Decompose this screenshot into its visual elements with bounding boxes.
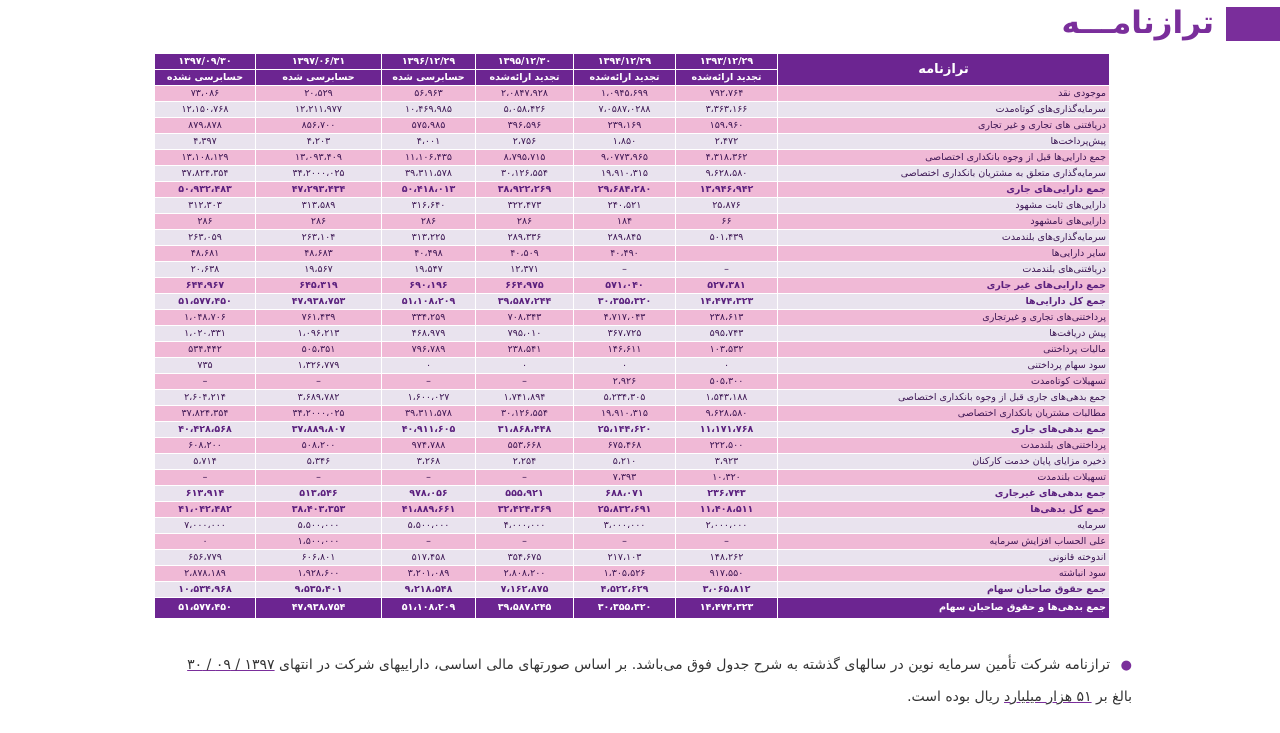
row-value: ۲۳۶،۷۴۳ [676, 486, 778, 502]
row-value: ۲۳۸،۶۱۳ [676, 310, 778, 326]
row-value: ۳،۹۲۳ [676, 454, 778, 470]
status-header: حسابرسی نشده [155, 70, 256, 86]
row-value: ۱۴،۴۷۴،۳۲۳ [676, 294, 778, 310]
row-value: ۳۰،۱۲۶،۵۵۴ [476, 166, 574, 182]
date-header: ۱۳۹۳/۱۲/۲۹ [676, 54, 778, 70]
row-value: ۵،۰۵۸،۴۲۶ [476, 102, 574, 118]
row-value: ۴۰،۴۹۸ [382, 246, 476, 262]
row-value: ۶۶۴،۹۷۵ [476, 278, 574, 294]
date-header: ۱۳۹۴/۱۲/۲۹ [574, 54, 676, 70]
row-value: ۷،۱۶۲،۸۷۵ [476, 582, 574, 598]
row-label: سود سهام پرداختنی [778, 358, 1110, 374]
row-value: – [676, 534, 778, 550]
row-value: ۴،۰۰۰،۰۰۰ [476, 518, 574, 534]
row-value: ۵،۳۴۶ [256, 454, 382, 470]
row-value: ۴۸،۶۸۱ [155, 246, 256, 262]
row-value: ۴،۳۹۷ [155, 134, 256, 150]
row-value: ۰ [155, 534, 256, 550]
row-value: ۲،۲۵۴ [476, 454, 574, 470]
row-value: ۴۰،۹۱۱،۶۰۵ [382, 422, 476, 438]
row-value: ۷،۰۵۸۷،۰۲۸۸ [574, 102, 676, 118]
row-value: ۱،۵۴۳،۱۸۸ [676, 390, 778, 406]
row-value: ۴۷،۲۹۳،۴۳۴ [256, 182, 382, 198]
row-label: پیش دریافت‌ها [778, 326, 1110, 342]
status-header: تجدید ارائەشده [476, 70, 574, 86]
row-value: ۶۴۴،۹۶۷ [155, 278, 256, 294]
date-header: ۱۳۹۷/۰۶/۳۱ [256, 54, 382, 70]
note-date: ۱۳۹۷ / ۰۹ / ۳۰ [187, 657, 275, 673]
row-label: ذخیره مزایای پایان خدمت کارکنان [778, 454, 1110, 470]
row-value: ۶۸۸،۰۷۱ [574, 486, 676, 502]
row-value: ۹،۲۱۸،۵۴۸ [382, 582, 476, 598]
row-value: ۳۹۶،۵۹۶ [476, 118, 574, 134]
row-value: – [476, 374, 574, 390]
row-value: ۵۰۵،۳۰۰ [676, 374, 778, 390]
row-value: ۹۱۷،۵۵۰ [676, 566, 778, 582]
row-value: ۱،۵۰۰،۰۰۰ [256, 534, 382, 550]
row-label: جمع دارایی‌ها قبل از وجوه بانکداری اختصاصی [778, 150, 1110, 166]
row-value: ۲۸۹،۸۴۵ [574, 230, 676, 246]
table-row [155, 486, 1110, 502]
status-header: حسابرسی شده [382, 70, 476, 86]
row-value: ۱۳،۱۰۸،۱۲۹ [155, 150, 256, 166]
status-header: تجدید ارائەشده [676, 70, 778, 86]
table-row [155, 502, 1110, 518]
row-value: ۸،۷۹۵،۷۱۵ [476, 150, 574, 166]
row-value: ۲،۸۷۸،۱۸۹ [155, 566, 256, 582]
row-value: ۱۹،۹۱۰،۳۱۵ [574, 166, 676, 182]
row-value: ۶۵۶،۷۷۹ [155, 550, 256, 566]
row-value: ۱۱،۱۷۱،۷۶۸ [676, 422, 778, 438]
row-value: ۵۱،۱۰۸،۲۰۹ [382, 294, 476, 310]
row-value: ۸۷۹،۸۷۸ [155, 118, 256, 134]
row-value: ۲،۴۷۲ [676, 134, 778, 150]
row-value: ۳۹،۵۸۷،۲۴۴ [476, 294, 574, 310]
row-value: ۴۰،۴۲۸،۵۶۸ [155, 422, 256, 438]
row-value: ۴۷،۹۳۸،۷۵۴ [256, 598, 382, 619]
row-label: دریافتنی‌های بلندمدت [778, 262, 1110, 278]
row-value: ۶۹۰،۱۹۶ [382, 278, 476, 294]
row-label: جمع بدهی‌های غیرجاری [778, 486, 1110, 502]
row-value: ۷،۰۰۰،۰۰۰ [155, 518, 256, 534]
row-value: ۹۷۸،۰۵۶ [382, 486, 476, 502]
row-value: ۲،۷۵۶ [476, 134, 574, 150]
row-value: ۲۲۲،۵۰۰ [676, 438, 778, 454]
row-value: ۴۸،۶۸۳ [256, 246, 382, 262]
table-row [155, 134, 1110, 150]
row-value: ۵۲۷،۳۸۱ [676, 278, 778, 294]
row-value: ۵۵۳،۶۶۸ [476, 438, 574, 454]
row-value: ۵۱،۱۰۸،۲۰۹ [382, 598, 476, 619]
row-value: ۳۷،۸۲۴،۳۵۴ [155, 166, 256, 182]
row-value: – [676, 262, 778, 278]
row-value: ۵۱۳،۵۴۶ [256, 486, 382, 502]
row-label: جمع بدهی‌ها و حقوق صاحبان سهام [778, 598, 1110, 619]
row-value: – [382, 374, 476, 390]
row-value: ۲۵،۸۷۶ [676, 198, 778, 214]
row-value: ۱۲،۳۷۱ [476, 262, 574, 278]
row-label: جمع کل بدهی‌ها [778, 502, 1110, 518]
status-header: تجدید ارائەشده [574, 70, 676, 86]
table-row [155, 166, 1110, 182]
row-value: ۲۴۰،۵۲۱ [574, 198, 676, 214]
row-value: ۵۰۵،۳۵۱ [256, 342, 382, 358]
row-value: ۲۹،۶۸۴،۲۸۰ [574, 182, 676, 198]
row-label: دارایی‌های نامشهود [778, 214, 1110, 230]
table-row [155, 550, 1110, 566]
row-label: اندوخته قانونی [778, 550, 1110, 566]
row-label: علی الحساب افزایش سرمایه [778, 534, 1110, 550]
row-value: ۳۰،۱۲۶،۵۵۴ [476, 406, 574, 422]
row-value: ۱۹،۵۴۷ [382, 262, 476, 278]
row-label: جمع بدهی‌های جاری [778, 422, 1110, 438]
row-value [676, 246, 778, 262]
row-value: ۲۳۹،۱۶۹ [574, 118, 676, 134]
row-value: ۲،۹۲۶ [574, 374, 676, 390]
row-value: ۷۳،۰۸۶ [155, 86, 256, 102]
row-value: ۰ [382, 358, 476, 374]
row-value: ۶۰۸،۲۰۰ [155, 438, 256, 454]
row-value: ۴،۵۲۲،۶۲۹ [574, 582, 676, 598]
table-row [155, 374, 1110, 390]
row-value: ۸۵۶،۷۰۰ [256, 118, 382, 134]
row-value: ۳۰،۳۵۵،۳۲۰ [574, 598, 676, 619]
row-value: ۱،۸۵۰ [574, 134, 676, 150]
row-value: ۱۰،۳۲۰ [676, 470, 778, 486]
note-amount: ۵۱ هزار میلیارد [1004, 689, 1092, 705]
table-row [155, 598, 1110, 619]
row-value: ۷۳۵ [155, 358, 256, 374]
row-value: ۷۶۱،۴۳۹ [256, 310, 382, 326]
note-text: ترازنامه شرکت تأمین سرمایه نوین در سالهای گذشته به شرح جدول فوق می‌باشد. بر اساس صورتهای مالی اساسی، داراییهای شرکت در انتهای [279, 657, 1111, 673]
row-value: ۳۵۴،۶۷۵ [476, 550, 574, 566]
row-value: ۳۹،۳۱۱،۵۷۸ [382, 406, 476, 422]
row-value: ۵،۷۱۴ [155, 454, 256, 470]
row-value: ۱۹،۹۱۰،۳۱۵ [574, 406, 676, 422]
row-value: ۱۳،۹۴۶،۹۴۲ [676, 182, 778, 198]
row-value: ۶۱۳،۹۱۴ [155, 486, 256, 502]
row-value: ۴،۲۰۳ [256, 134, 382, 150]
row-value: ۱۴۸،۲۶۲ [676, 550, 778, 566]
table-row [155, 390, 1110, 406]
balance-sheet-table [154, 53, 1110, 619]
row-label: پرداختنی‌های بلندمدت [778, 438, 1110, 454]
row-label: مطالبات مشتریان بانکداری اختصاصی [778, 406, 1110, 422]
row-value: ۲،۸۰۸،۲۰۰ [476, 566, 574, 582]
row-value: – [382, 534, 476, 550]
row-value: ۶۴۵،۳۱۹ [256, 278, 382, 294]
page-title: ترازنامـــه [1061, 5, 1214, 41]
row-value: ۴،۷۱۷،۰۴۳ [574, 310, 676, 326]
table-row [155, 278, 1110, 294]
row-value: ۳۹،۳۱۱،۵۷۸ [382, 166, 476, 182]
row-value: ۳،۳۶۳،۱۶۶ [676, 102, 778, 118]
row-value: ۱۹،۵۶۷ [256, 262, 382, 278]
row-value: ۱،۰۴۸،۷۰۶ [155, 310, 256, 326]
row-value: ۱۱،۱۰۶،۴۳۵ [382, 150, 476, 166]
row-value: ۲،۰۸۴۷،۹۲۸ [476, 86, 574, 102]
table-row [155, 214, 1110, 230]
table-row [155, 326, 1110, 342]
row-value: ۳۱۲،۳۰۳ [155, 198, 256, 214]
bullet-icon: ● [1120, 658, 1132, 673]
table-row [155, 454, 1110, 470]
row-value: ۷،۳۹۳ [574, 470, 676, 486]
row-value: ۱۵۹،۹۶۰ [676, 118, 778, 134]
row-value: ۳۲۲،۴۷۳ [476, 198, 574, 214]
row-value: ۲۸۹،۳۳۶ [476, 230, 574, 246]
summary-note-line-2 [102, 683, 1132, 711]
row-value: ۲۱۷،۱۰۳ [574, 550, 676, 566]
row-label: سرمایه‌گذاری متعلق به مشتریان بانکداری اختصاصی [778, 166, 1110, 182]
summary-note-line-1 [102, 651, 1132, 680]
table-row [155, 198, 1110, 214]
row-value: ۱،۰۹۶،۲۱۳ [256, 326, 382, 342]
row-value: ۳۱۳،۲۲۵ [382, 230, 476, 246]
row-value: – [574, 262, 676, 278]
row-value: ۲۶۳،۱۰۴ [256, 230, 382, 246]
row-value: ۱،۶۰۰،۰۲۷ [382, 390, 476, 406]
row-label: جمع دارایی‌های غیر جاری [778, 278, 1110, 294]
row-label: تسهیلات کوتاه‌مدت [778, 374, 1110, 390]
row-value: ۳،۶۸۹،۷۸۲ [256, 390, 382, 406]
row-value: ۴۰،۵۰۹ [476, 246, 574, 262]
row-value: ۳۲،۴۲۴،۳۶۹ [476, 502, 574, 518]
row-value: ۳۶۷،۷۲۵ [574, 326, 676, 342]
row-value: ۱۲،۲۱۱،۹۷۷ [256, 102, 382, 118]
table-row [155, 102, 1110, 118]
row-value: ۲۸۶ [155, 214, 256, 230]
table-row [155, 262, 1110, 278]
row-value: ۱۱،۴۰۸،۵۱۱ [676, 502, 778, 518]
row-value: ۲۰،۶۳۸ [155, 262, 256, 278]
row-value: ۲۸۶ [382, 214, 476, 230]
row-label: مالیات پرداختنی [778, 342, 1110, 358]
row-value: ۷۰۸،۳۴۳ [476, 310, 574, 326]
row-value: ۰ [574, 358, 676, 374]
row-value: ۳۱۶،۶۴۰ [382, 198, 476, 214]
row-value: ۲۶۳،۰۵۹ [155, 230, 256, 246]
row-value: ۱۰۳،۵۳۲ [676, 342, 778, 358]
row-value: ۴،۳۱۸،۳۶۲ [676, 150, 778, 166]
row-value: ۲۸۶ [476, 214, 574, 230]
row-value: ۳،۰۶۵،۸۱۲ [676, 582, 778, 598]
row-label: دریافتنی های تجاری و غیر تجاری [778, 118, 1110, 134]
row-value: ۲۰،۵۲۹ [256, 86, 382, 102]
row-value: ۹،۶۲۸،۵۸۰ [676, 406, 778, 422]
table-row [155, 358, 1110, 374]
row-value: ۱،۹۲۸،۶۰۰ [256, 566, 382, 582]
row-value: ۳،۲۶۸ [382, 454, 476, 470]
row-label: دارایی‌های ثابت مشهود [778, 198, 1110, 214]
row-value: ۳۱،۸۶۸،۴۴۸ [476, 422, 574, 438]
row-value: ۳۳۴،۲۵۹ [382, 310, 476, 326]
row-value: ۱،۳۲۶،۷۷۹ [256, 358, 382, 374]
row-value: ۲،۰۰۰،۰۰۰ [676, 518, 778, 534]
row-value: ۹،۵۳۵،۴۰۱ [256, 582, 382, 598]
row-value: ۵۷۵،۹۸۵ [382, 118, 476, 134]
table-row [155, 86, 1110, 102]
row-value: ۲۸۶ [256, 214, 382, 230]
table-row [155, 534, 1110, 550]
row-value: ۵۰۸،۲۰۰ [256, 438, 382, 454]
row-value: – [382, 470, 476, 486]
row-value: ۱۴،۴۷۴،۳۲۳ [676, 598, 778, 619]
row-value: ۶۶ [676, 214, 778, 230]
table-row [155, 566, 1110, 582]
row-value: ۳۰،۳۵۵،۳۲۰ [574, 294, 676, 310]
row-value: ۱،۳۰۵،۵۲۶ [574, 566, 676, 582]
row-value: ۳۴،۲۰۰۰،۰۲۵ [256, 406, 382, 422]
row-value: ۵،۵۰۰،۰۰۰ [382, 518, 476, 534]
row-value: ۱،۰۹۴۵،۶۹۹ [574, 86, 676, 102]
row-value: ۵۰،۹۳۲،۴۸۳ [155, 182, 256, 198]
table-row [155, 182, 1110, 198]
header-dates-row [155, 54, 1110, 70]
row-value: ۵۱۷،۴۵۸ [382, 550, 476, 566]
header-accent-bar [1226, 7, 1280, 41]
row-value: ۵۳۴،۴۴۲ [155, 342, 256, 358]
row-value: ۲۵،۱۴۴،۶۲۰ [574, 422, 676, 438]
row-label: جمع کل دارایی‌ها [778, 294, 1110, 310]
row-value: ۵،۲۱۰ [574, 454, 676, 470]
row-label: سود انباشته [778, 566, 1110, 582]
row-value: ۱۰،۴۶۹،۹۸۵ [382, 102, 476, 118]
table-row [155, 438, 1110, 454]
row-value: ۴۰،۴۹۰ [574, 246, 676, 262]
table-row [155, 422, 1110, 438]
table-row [155, 310, 1110, 326]
row-value: ۴۶۸،۹۷۹ [382, 326, 476, 342]
row-value: ۵۱،۵۷۷،۴۵۰ [155, 294, 256, 310]
row-value: ۱۴۶،۶۱۱ [574, 342, 676, 358]
row-value: ۹،۰۷۷۳،۹۶۵ [574, 150, 676, 166]
row-label: سرمایه‌گذاری‌های کوتاه‌مدت [778, 102, 1110, 118]
row-value: ۵۵۵،۹۲۱ [476, 486, 574, 502]
row-value: ۵،۵۰۰،۰۰۰ [256, 518, 382, 534]
table-row [155, 470, 1110, 486]
table-row [155, 518, 1110, 534]
row-label: پرداختنی‌های تجاری و غیرتجاری [778, 310, 1110, 326]
row-value: ۳۸،۹۲۲،۲۶۹ [476, 182, 574, 198]
table-title-header: ترازنامه [778, 54, 1110, 86]
note-suffix: ریال بوده است. [907, 689, 1000, 705]
row-label: سرمایه‌گذاری‌های بلندمدت [778, 230, 1110, 246]
row-value: ۱،۷۴۱،۸۹۴ [476, 390, 574, 406]
row-value: – [476, 470, 574, 486]
row-value: ۳۱۳،۵۸۹ [256, 198, 382, 214]
date-header: ۱۳۹۵/۱۲/۳۰ [476, 54, 574, 70]
table-row [155, 150, 1110, 166]
row-label: سرمایه [778, 518, 1110, 534]
balance-sheet-table-container [155, 53, 1110, 619]
date-header: ۱۳۹۶/۱۲/۲۹ [382, 54, 476, 70]
row-label: جمع بدهی‌های جاری قبل از وجوه بانکداری اختصاصی [778, 390, 1110, 406]
row-value: ۶۰۶،۸۰۱ [256, 550, 382, 566]
row-value: ۰ [676, 358, 778, 374]
row-value: – [256, 470, 382, 486]
row-value: ۴۷،۹۳۸،۷۵۳ [256, 294, 382, 310]
row-value: ۹،۶۲۸،۵۸۰ [676, 166, 778, 182]
row-value: ۱۳،۰۹۳،۴۰۹ [256, 150, 382, 166]
row-value: ۴،۰۰۱ [382, 134, 476, 150]
row-value: ۵۱،۵۷۷،۴۵۰ [155, 598, 256, 619]
row-value: ۵۰،۴۱۸،۰۱۳ [382, 182, 476, 198]
row-value: ۲،۶۰۴،۲۱۴ [155, 390, 256, 406]
row-value: – [155, 470, 256, 486]
row-label: جمع حقوق صاحبان سهام [778, 582, 1110, 598]
row-value: ۳۷،۸۸۹،۸۰۷ [256, 422, 382, 438]
row-value: ۳،۰۰۰،۰۰۰ [574, 518, 676, 534]
status-header: حسابرسی شده [256, 70, 382, 86]
row-value: ۵۹۵،۷۴۳ [676, 326, 778, 342]
row-value: – [256, 374, 382, 390]
table-row [155, 246, 1110, 262]
note-prefix: بالغ بر [1096, 689, 1132, 705]
row-label: موجودی نقد [778, 86, 1110, 102]
row-value: ۰ [476, 358, 574, 374]
row-label: تسهیلات بلندمدت [778, 470, 1110, 486]
row-value: ۶۷۵،۴۶۸ [574, 438, 676, 454]
table-body [155, 86, 1110, 619]
row-value: ۱،۰۲۰،۳۳۱ [155, 326, 256, 342]
row-value: ۴۱،۸۸۹،۶۶۱ [382, 502, 476, 518]
table-row [155, 230, 1110, 246]
table-row [155, 406, 1110, 422]
row-value: ۳۷،۸۲۴،۳۵۴ [155, 406, 256, 422]
row-value: ۵۶،۹۶۳ [382, 86, 476, 102]
row-value: ۳۴،۲۰۰۰،۰۲۵ [256, 166, 382, 182]
row-value: ۱۲،۱۵۰،۷۶۸ [155, 102, 256, 118]
row-value: ۷۹۶،۷۸۹ [382, 342, 476, 358]
row-value: ۵،۲۳۴،۳۰۵ [574, 390, 676, 406]
row-value: ۲۳۸،۵۴۱ [476, 342, 574, 358]
row-value: ۱۰،۵۳۴،۹۶۸ [155, 582, 256, 598]
row-value: ۳۹،۵۸۷،۲۴۵ [476, 598, 574, 619]
row-value: ۴۱،۰۴۲،۴۸۲ [155, 502, 256, 518]
row-value: ۹۷۴،۷۸۸ [382, 438, 476, 454]
row-value: ۵۰۱،۴۳۹ [676, 230, 778, 246]
row-label: پیش‌پرداخت‌ها [778, 134, 1110, 150]
row-value: ۷۹۵،۰۱۰ [476, 326, 574, 342]
row-label: جمع دارایی‌های جاری [778, 182, 1110, 198]
row-value: ۳،۲۰۱،۰۸۹ [382, 566, 476, 582]
row-value: ۵۷۱،۰۴۰ [574, 278, 676, 294]
row-value: – [155, 374, 256, 390]
table-row [155, 342, 1110, 358]
row-label: سایر دارایی‌ها [778, 246, 1110, 262]
row-value: ۳۸،۴۰۳،۳۵۳ [256, 502, 382, 518]
row-value: – [476, 534, 574, 550]
table-row [155, 294, 1110, 310]
row-value: ۷۹۲،۷۶۴ [676, 86, 778, 102]
table-row [155, 118, 1110, 134]
row-value: – [574, 534, 676, 550]
date-header: ۱۳۹۷/۰۹/۳۰ [155, 54, 256, 70]
row-value: ۲۵،۸۳۲،۶۹۱ [574, 502, 676, 518]
row-value: ۱۸۴ [574, 214, 676, 230]
table-row [155, 582, 1110, 598]
